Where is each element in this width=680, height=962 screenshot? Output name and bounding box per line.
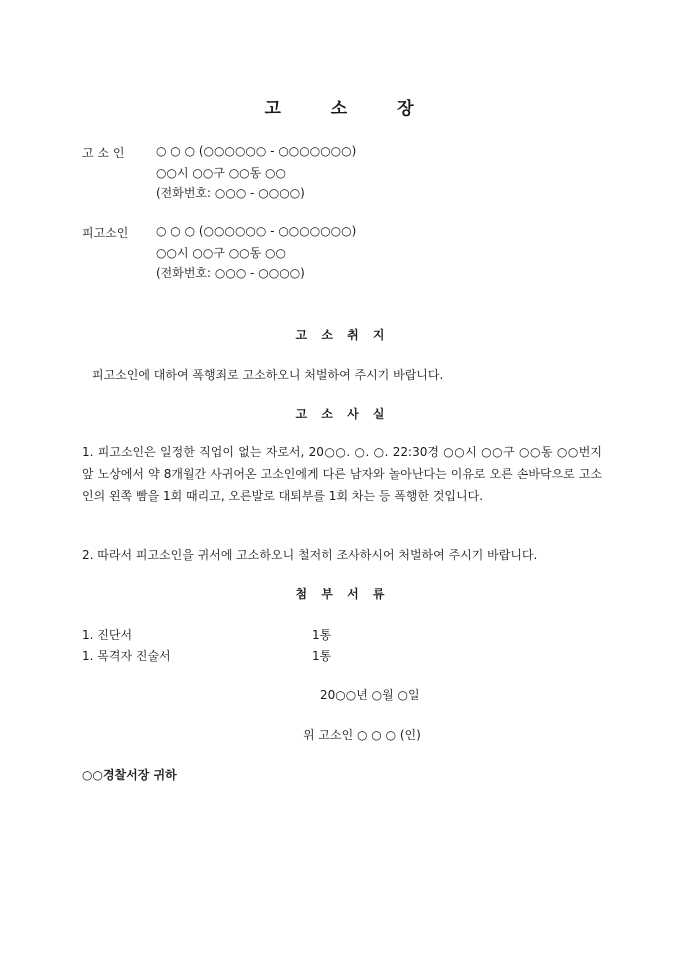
signature-line: 위 고소인 ○ ○ ○ (인) bbox=[303, 728, 421, 742]
complainant-name: ○ ○ ○ (○○○○○○ - ○○○○○○○) bbox=[156, 144, 357, 158]
complainant-phone: (전화번호: ○○○ - ○○○○) bbox=[156, 186, 305, 200]
complainant-label: 고 소 인 bbox=[82, 146, 125, 160]
attachment-item-qty: 1통 bbox=[312, 649, 332, 663]
accused-phone: (전화번호: ○○○ - ○○○○) bbox=[156, 266, 305, 280]
purpose-heading: 고 소 취 지 bbox=[295, 328, 385, 342]
attachment-item-qty: 1통 bbox=[312, 628, 332, 642]
accused-name: ○ ○ ○ (○○○○○○ - ○○○○○○○) bbox=[156, 224, 357, 238]
facts-item-2: 2. 따라서 피고소인을 귀서에 고소하오니 철저히 조사하시어 처벌하여 주시기 바랍니다. bbox=[82, 548, 538, 562]
document-title: 고 소 장 bbox=[264, 99, 416, 119]
accused-address: ○○시 ○○구 ○○동 ○○ bbox=[156, 246, 286, 260]
attachment-item-name: 1. 목격자 진술서 bbox=[82, 649, 171, 663]
accused-label: 피고소인 bbox=[82, 226, 129, 240]
attachments-heading: 첨 부 서 류 bbox=[295, 587, 385, 601]
complainant-address: ○○시 ○○구 ○○동 ○○ bbox=[156, 166, 286, 180]
facts-item-1: 1. 피고소인은 일정한 직업이 없는 자로서, 20○○. ○. ○. 22:30경 ○○시 ○○구 ○○동 ○○번지 앞 노상에서 약 8개월간 사귀어온 고소인에게 다른 남자와 놀아난다는 이유로 오른 손바닥으로 고소인의 왼쪽 빰을 1회 때리고, 오른발로 대퇴부를 1회 차는 등 폭행한 것입니다. bbox=[82, 445, 602, 503]
purpose-text: 피고소인에 대하여 폭행죄로 고소하오니 처벌하여 주시기 바랍니다. bbox=[92, 368, 444, 382]
document-date: 20○○년 ○월 ○일 bbox=[320, 688, 420, 702]
facts-heading: 고 소 사 실 bbox=[295, 407, 385, 421]
attachment-item-name: 1. 진단서 bbox=[82, 628, 133, 642]
recipient: ○○경찰서장 귀하 bbox=[82, 768, 177, 782]
